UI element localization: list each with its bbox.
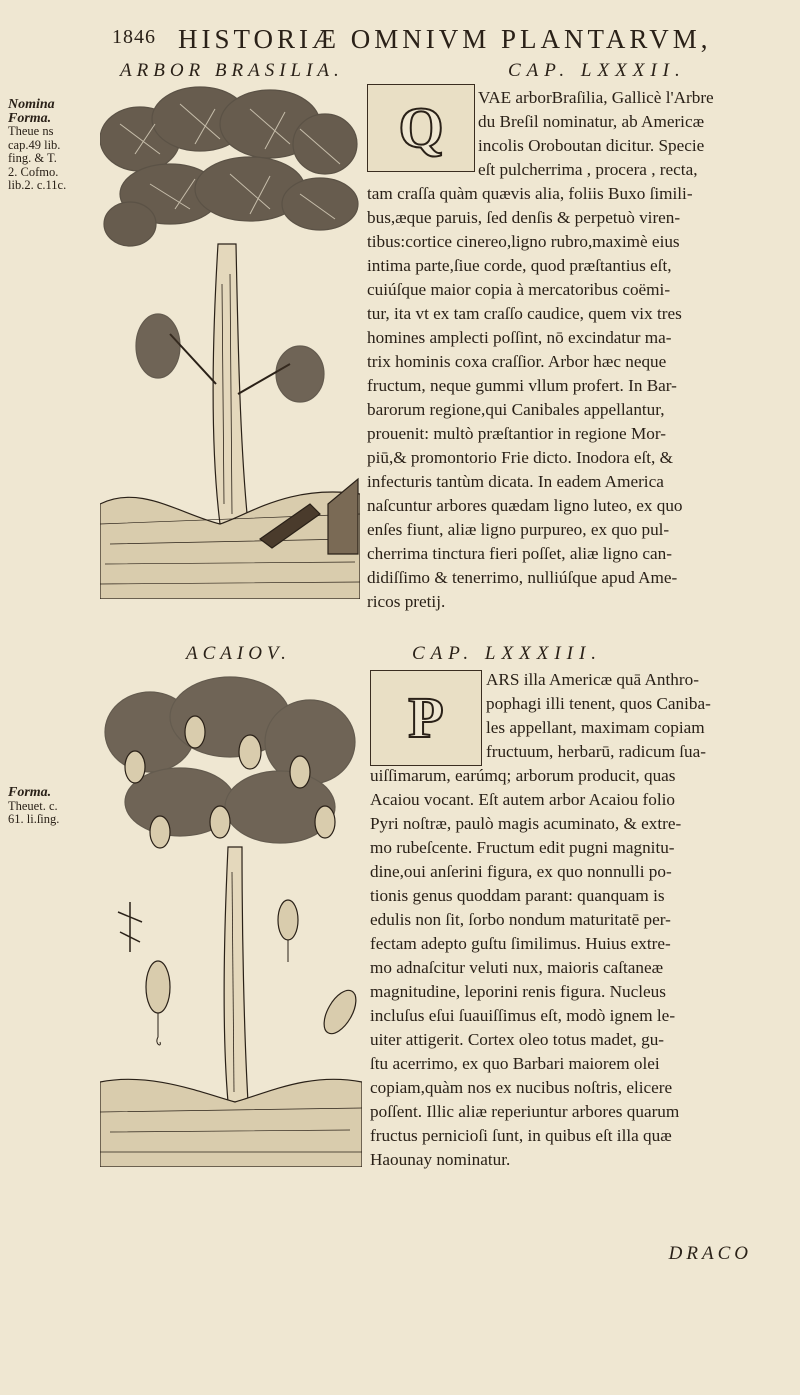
margin-note-ref: 61. li.ſing. (8, 812, 60, 826)
text-line: edulis non ſit, ſorbo nondum maturitatē per- (370, 910, 671, 929)
text-line: mo rubeſcente. Fructum edit pugni magnitu- (370, 838, 675, 857)
catchword: DRACO (668, 1243, 752, 1264)
initial-letter: Q (398, 95, 444, 160)
text-line: eſt pulcherrima , procera , recta, (478, 160, 698, 179)
subtitle-acaiou: ACAIOV. (186, 643, 291, 664)
running-title: HISTORIÆ OMNIVM PLANTARVM, (178, 24, 712, 54)
text-line: tam craſſa quàm quævis alia, foliis Buxo ſimili- (367, 184, 693, 203)
text-line: du Breſil nominatur, ab Americæ (478, 112, 705, 131)
text-line: barorum regione,qui Canibales appellantur, (367, 400, 665, 419)
text-line: fructum, neque gummi vllum profert. In Bar- (367, 376, 677, 395)
decorated-initial-p (370, 670, 482, 766)
text-line: mo adnaſcitur veluti nux, maioris caſtaneæ (370, 958, 664, 977)
margin-note-head: Nomina (8, 97, 55, 112)
text-line: bus,æque paruis, ſed denſis & perpetuò viren- (367, 208, 681, 227)
text-line: prouenit: multò præſtantior in regione Mor- (367, 424, 666, 443)
text-line: ſtu acerrimo, ex quo Barbari maiorem olei (370, 1054, 660, 1073)
text-line: Acaiou vocant. Eſt autem arbor Acaiou folio (370, 790, 675, 809)
woodcut-brazil-tree (100, 84, 360, 599)
margin-note-head: Forma. (8, 785, 52, 800)
text-line: Pyri noſtræ, paulò magis acuminato, & extre- (370, 814, 682, 833)
text-line: copiam,quàm nos ex nucibus noſtris, elicere (370, 1078, 673, 1097)
chapter-heading-83: CAP. LXXXIII. (412, 643, 603, 664)
margin-note-ref: Theuet. c. (8, 798, 58, 813)
text-line: piū,& promontorio Frie dicto. Inodora eſt, & (367, 448, 673, 467)
text-line: trix hominis coxa craſſior. Arbor hæc neque (367, 352, 667, 371)
margin-note-ref: lib.2. c.11c. (8, 178, 67, 192)
text-line: homines amplecti poſſint, nō excindatur ma- (367, 328, 672, 347)
margin-note-ref: cap.49 lib. (8, 137, 61, 152)
subtitle-arbor-brasilia: ARBOR BRASILIA. (120, 60, 344, 81)
text-line: dine,oui anſerini figura, ex quo nonnulli po- (370, 862, 672, 881)
text-line: incolis Oroboutan dicitur. Specie (478, 136, 705, 155)
text-line: poſſent. Illic aliæ reperiuntur arbores quarum (370, 1102, 680, 1121)
text-line: infecturis tantùm dicata. In eadem America (367, 472, 664, 491)
margin-note-2 (8, 786, 98, 827)
text-line: pophagi illi tenent, quos Caniba- (486, 694, 711, 713)
text-line: Haounay nominatur. (370, 1150, 511, 1169)
margin-note-head: Forma. (8, 110, 52, 126)
text-line: les appellant, maximam copiam (486, 718, 705, 737)
text-line: uiſſimarum, earúmq; arborum producit, quas (370, 766, 676, 785)
woodcut-acaiou-tree (100, 672, 362, 1167)
text-line: tibus:cortice cinereo,ligno rubro,maximè eius (367, 232, 680, 251)
text-line: didiſſimo & tenerrimo, nulliúſque apud Ame- (367, 568, 678, 587)
text-line: ricos pretij. (367, 592, 446, 611)
margin-note-1 (8, 98, 98, 193)
text-line: cuiúſque maior copia à mercatoribus coëmi- (367, 280, 671, 299)
page-number: 1846 (112, 26, 156, 48)
chapter-heading-82: CAP. LXXXII. (508, 60, 686, 81)
text-line: intima parte,ſiue corde, quod præſtantius eſt, (367, 256, 672, 275)
text-line: tur, ita vt ex tam craſſo caudice, quem vix tres (367, 304, 682, 323)
text-line: naſcuntur arbores quædam ligno luteo, ex quo (367, 496, 683, 515)
text-line: fectam adepto guſtu ſimilimus. Huius extre- (370, 934, 671, 953)
text-line: enſes fiunt, aliæ ligno purpureo, ex quo pul- (367, 520, 670, 539)
text-line: VAE arborBraſilia, Gallicè l'Arbre (478, 88, 714, 107)
margin-note-ref: Theue ns (8, 124, 54, 138)
decorated-initial-q (367, 84, 475, 172)
text-line: incluſus eſui ſuauiſſimus eſt, modò ignem le- (370, 1006, 676, 1025)
margin-note-ref: 2. Cofmo. (8, 164, 59, 179)
margin-note-ref: fing. & T. (8, 151, 57, 165)
text-line: fructus pernicioſi ſunt, in quibus eſt illa quæ (370, 1126, 672, 1145)
text-line: fructuum, herbarū, radicum ſua- (486, 742, 707, 761)
text-line: uiter attigerit. Cortex oleo totus madet, gu- (370, 1030, 665, 1049)
text-line: tionis genus quoddam parant: quanquam is (370, 886, 665, 905)
initial-letter: P (408, 685, 444, 750)
text-line: magnitudine, leporini renis figura. Nucleus (370, 982, 666, 1001)
text-line: ARS illa Americæ quā Anthro- (486, 670, 699, 689)
text-line: cherrima tinctura fieri poſſet, aliæ ligno can- (367, 544, 672, 563)
